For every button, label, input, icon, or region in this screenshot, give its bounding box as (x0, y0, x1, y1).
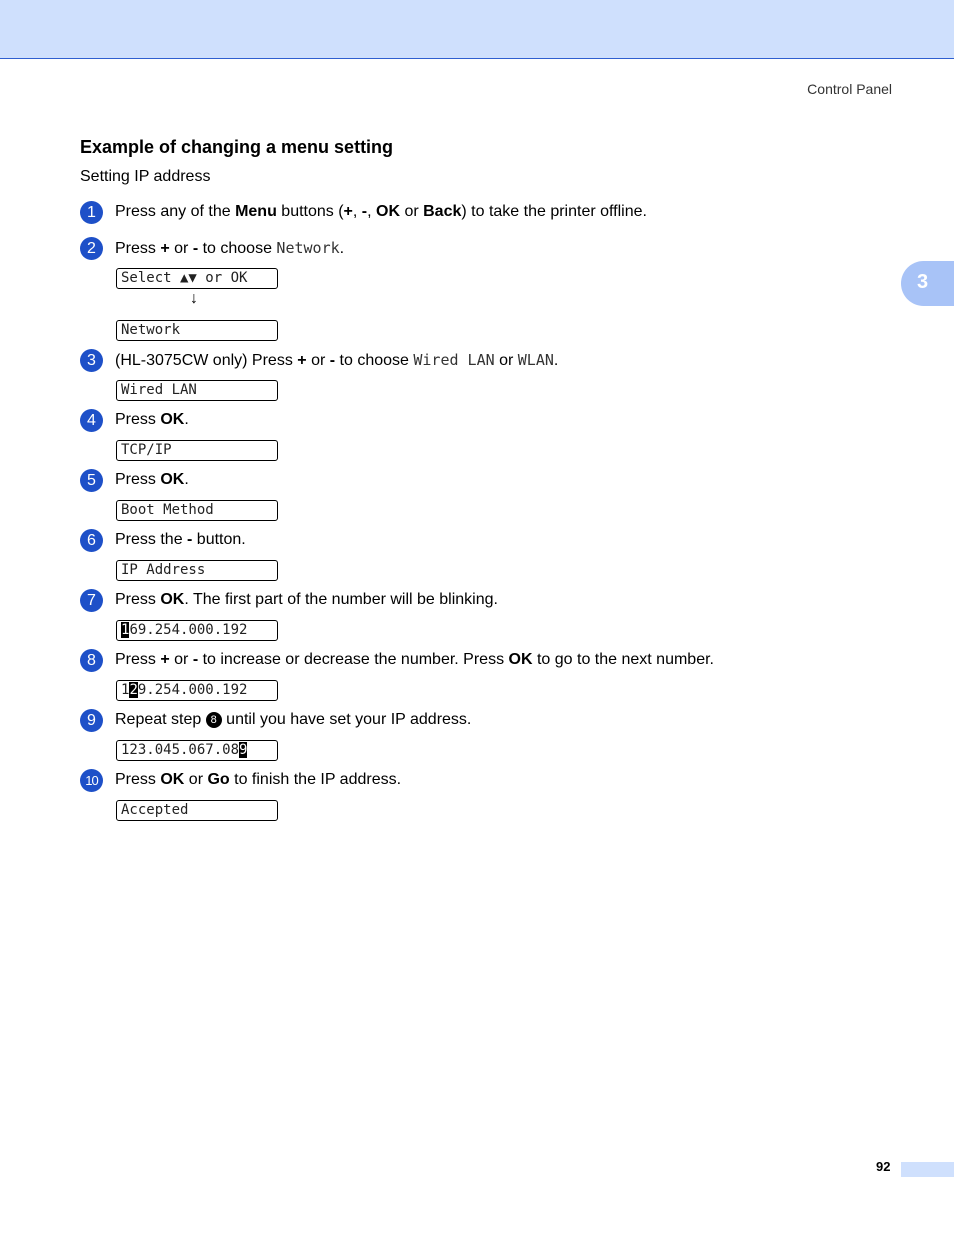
step-number-9: 9 (80, 709, 103, 732)
lcd-display-accepted: Accepted (116, 800, 278, 821)
step-9-text: Repeat step 8 until you have set your IP address. (115, 711, 472, 728)
lcd-display-network: Network (116, 320, 278, 341)
step-2-text: Press + or - to choose Network. (115, 239, 345, 257)
step-number-7: 7 (80, 589, 103, 612)
step-number-6: 6 (80, 529, 103, 552)
step-reference-icon: 8 (206, 712, 222, 728)
step-number-2: 2 (80, 237, 103, 260)
step-number-3: 3 (80, 349, 103, 372)
step-3-text: (HL-3075CW only) Press + or - to choose Wired LAN or WLAN. (115, 351, 559, 369)
section-title: Example of changing a menu setting (80, 137, 394, 157)
section-subtitle: Setting IP address (80, 168, 211, 185)
lcd-display-tcpip: TCP/IP (116, 440, 278, 461)
blinking-digit: 1 (121, 622, 130, 638)
step-1-text: Press any of the Menu buttons (+, -, OK or Back) to take the printer offline. (115, 203, 647, 220)
step-6-text: Press the - button. (115, 531, 246, 548)
step-number-8: 8 (80, 649, 103, 672)
step-5-text: Press OK. (115, 471, 189, 488)
blinking-digit: 2 (129, 682, 138, 698)
step-number-5: 5 (80, 469, 103, 492)
step-4-text: Press OK. (115, 411, 189, 428)
step-7-text: Press OK. The first part of the number will be blinking. (115, 591, 498, 608)
lcd-display-wired-lan: Wired LAN (116, 380, 278, 401)
lcd-display-ip-blink-1: 169.254.000.192 (116, 620, 278, 641)
top-header-band (0, 0, 954, 59)
step-8-text: Press + or - to increase or decrease the number. Press OK to go to the next number. (115, 651, 714, 668)
step-number-1: 1 (80, 201, 103, 224)
down-arrow-icon: ↓ (190, 290, 198, 307)
header-chapter-label: Control Panel (807, 81, 892, 97)
lcd-display-select: Select ▲▼ or OK (116, 268, 278, 289)
chapter-tab (901, 261, 954, 306)
step-number-4: 4 (80, 409, 103, 432)
chapter-number: 3 (917, 271, 929, 293)
lcd-display-ip-blink-2: 129.254.000.192 (116, 680, 278, 701)
lcd-display-ip-address: IP Address (116, 560, 278, 581)
step-number-10: 10 (80, 769, 103, 792)
blinking-digit: 9 (239, 742, 248, 758)
step-10-text: Press OK or Go to finish the IP address. (115, 771, 402, 788)
footer-band (901, 1162, 954, 1177)
page-number: 92 (876, 1159, 891, 1174)
lcd-display-ip-final: 123.045.067.089 (116, 740, 278, 761)
lcd-display-boot-method: Boot Method (116, 500, 278, 521)
